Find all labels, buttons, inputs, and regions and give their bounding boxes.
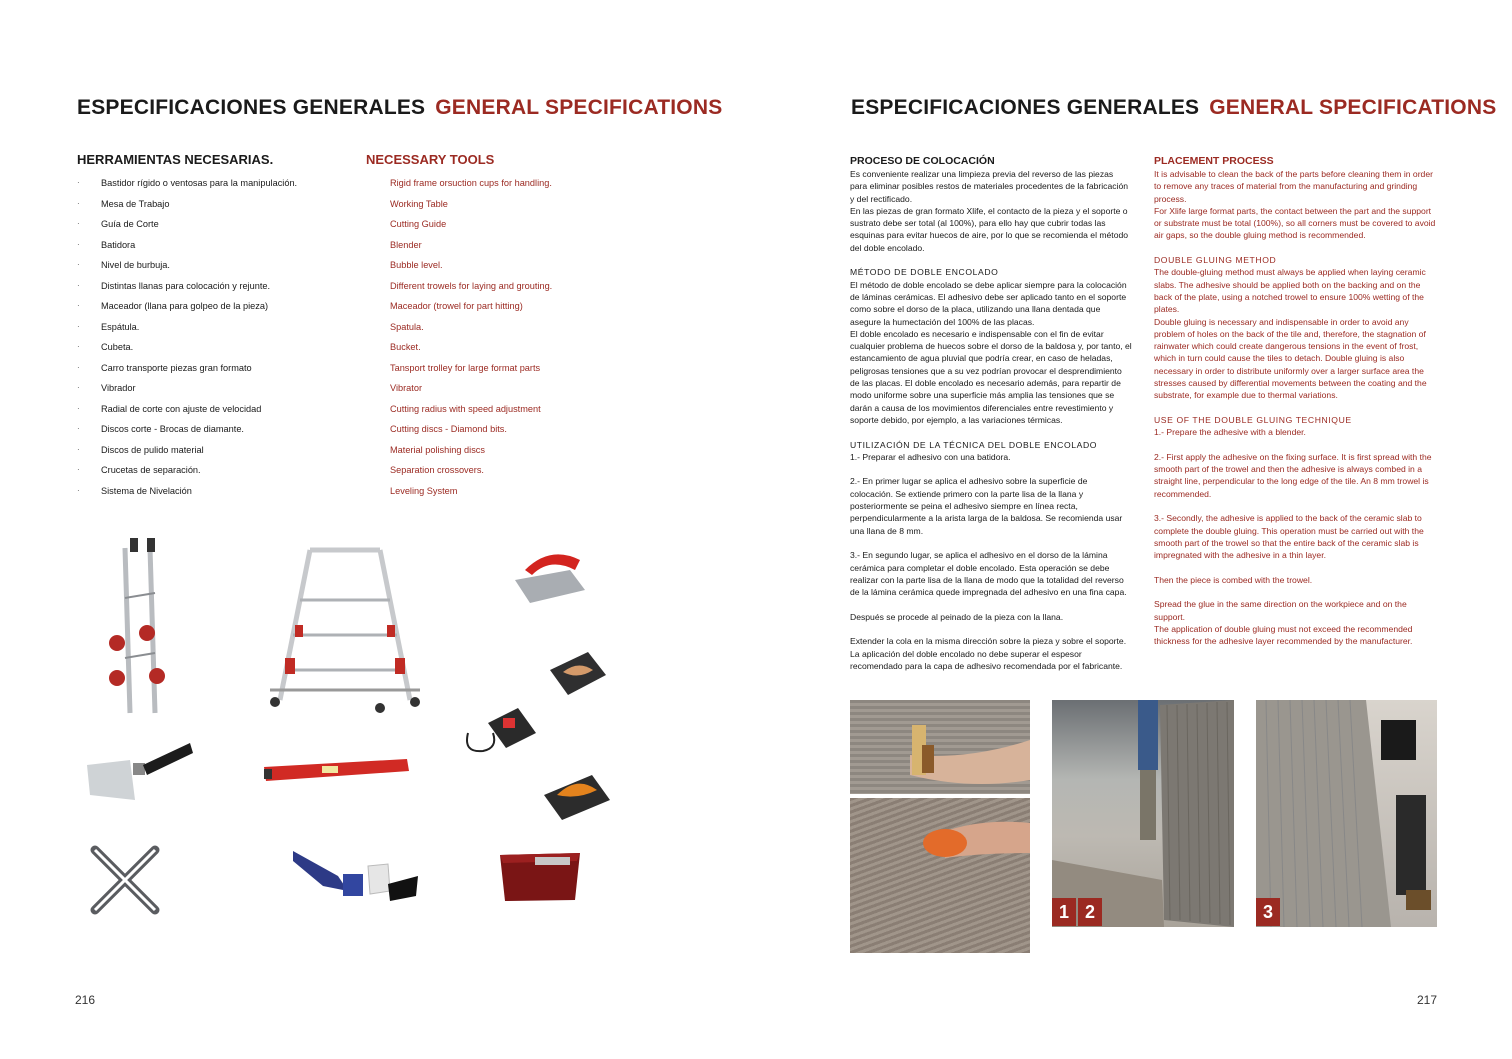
tool-es-item [77, 219, 357, 240]
tool-en-item-label: Rigid frame orsuction cups for handling. [390, 178, 552, 188]
float-trowel-image [548, 650, 608, 700]
tool-en-item-label: Working Table [390, 198, 448, 209]
use-then-es: Después se procede al peinado de la pieza con la llana. [850, 611, 1064, 622]
tool-es-item-label: Batidora [101, 239, 136, 250]
tool-en-item [366, 445, 626, 466]
tool-en-item-label: Separation crossovers. [390, 465, 484, 475]
tool-es-item [77, 240, 357, 261]
separation-crossovers-image [85, 840, 165, 920]
use-title-en: USE OF THE DOUBLE GLUING TECHNIQUE [1154, 414, 1352, 425]
tools-list-en [366, 178, 626, 506]
bullet-mark: · [77, 178, 80, 187]
tool-en-item-label: Spatula. [390, 321, 424, 332]
photo-large-slab [1052, 700, 1234, 927]
leveling-system-image [288, 846, 420, 904]
right-heading-es: ESPECIFICACIONES GENERALES [851, 96, 1200, 119]
use-step1-es: 1.- Preparar el adhesivo con una batidora. [850, 451, 1011, 462]
tool-en-item-label: Leveling System [390, 485, 458, 496]
tool-es-item [77, 383, 357, 404]
use-final-en-1: Spread the glue in the same direction on the workpiece and on the support. [1154, 599, 1407, 622]
column-es [850, 155, 1132, 672]
bullet-mark: · [77, 280, 80, 290]
tool-en-item [366, 240, 626, 261]
tool-en-item [366, 342, 626, 363]
bullet-mark: · [77, 198, 80, 208]
photo-floor-trowel [850, 798, 1030, 953]
tool-en-item-label: Blender [390, 239, 422, 250]
working-table-image [265, 540, 425, 715]
right-heading-en: GENERAL SPECIFICATIONS [1209, 96, 1497, 119]
tool-en-item-label: Different trowels for laying and grouting. [390, 280, 553, 291]
tool-es-item [77, 199, 357, 220]
tool-en-item-label: Maceador (trowel for part hitting) [390, 301, 523, 311]
tool-es-item [77, 178, 357, 199]
use-then-en: Then the piece is combed with the trowel. [1154, 574, 1313, 585]
use-step2-es: 2.- En primer lugar se aplica el adhesivo sobre la superficie de colocación. Se extiende primero con la parte lisa de la llana y posteriormente se peina el adhesivo siempre en línea recta, perpendicularmente a la arista larga de la baldosa. Se recomienda usar una llana de 8 mm. [850, 476, 1123, 536]
double-text-es-2: El doble encolado es necesario e indispensable con el fin de evitar cualquier problema de huecos sobre el dorso de la baldosa y, por tanto, el estancamiento de agua pluvial que podría crear, en caso de heladas, peligrosas tensiones que a su vez podrían provocar el desprendimiento de las placas. El doble encolado es necesario además, para repartir de modo uniforme sobre una superficie más amplia las tensiones que se darán a causa de los movimientos diferenciales entre revestimiento y soporte debido, por ejemplo, a las variaciones térmicas. [850, 328, 1132, 425]
tools-title-en: NECESSARY TOOLS [366, 152, 495, 167]
placement-title-en: PLACEMENT PROCESS [1154, 155, 1274, 167]
photo-label-3: 3 [1256, 898, 1280, 926]
notched-trowel-image [510, 545, 590, 605]
tool-en-item-label: Bubble level. [390, 260, 443, 270]
tool-en-item-label: Material polishing discs [390, 444, 485, 455]
left-page-number: 216 [75, 993, 96, 1007]
tool-en-item-label: Tansport trolley for large format parts [390, 362, 541, 373]
tool-en-item [366, 281, 626, 302]
left-heading [77, 96, 722, 120]
tool-en-item [366, 383, 626, 404]
double-text-es-1: El método de doble encolado se debe aplicar siempre para la colocación de láminas cerámicas. El adhesivo debe ser aplicado tanto en el soporte como sobre el dorso de la placa, utilizando una llana dentada que asegure la humectación del 100% de las placas. [850, 279, 1127, 327]
tool-es-item-label: Guía de Corte [101, 219, 159, 229]
tool-es-item [77, 342, 357, 363]
tool-es-item [77, 363, 357, 384]
bullet-mark: · [77, 485, 80, 495]
bullet-mark: · [77, 444, 80, 454]
tool-es-item-label: Discos corte - Brocas de diamante. [101, 424, 244, 434]
bullet-mark: · [77, 383, 80, 392]
tool-en-item-label: Bucket. [390, 342, 421, 352]
use-step2-en: 2.- First apply the adhesive on the fixing surface. It is first spread with the smooth part of the trowel and then the adhesive is always combed in a straight line, perpendicular to the long edge of the tile. An 8 mm trowel is recommended. [1154, 451, 1432, 499]
grout-float-image [542, 765, 612, 825]
photo-label-1: 1 [1052, 898, 1076, 926]
tool-es-item-label: Maceador (llana para golpeo de la pieza) [101, 301, 269, 311]
tool-en-item [366, 424, 626, 445]
tool-en-item-label: Cutting radius with speed adjustment [390, 403, 541, 414]
bullet-mark: · [77, 301, 80, 310]
tool-en-item [366, 465, 626, 486]
tool-es-item-label: Espátula. [101, 321, 140, 332]
use-final-en-2: The application of double gluing must not exceed the recommended thickness for the adhesive layer recommended by the manufacturer. [1154, 623, 1413, 647]
left-heading-en: GENERAL SPECIFICATIONS [435, 96, 723, 119]
use-step1-en: 1.- Prepare the adhesive with a blender. [1154, 427, 1306, 438]
tool-es-item [77, 322, 357, 343]
tool-es-item-label: Bastidor rígido o ventosas para la manipulación. [101, 178, 298, 188]
spatula-image [85, 735, 195, 805]
tool-es-item [77, 486, 357, 507]
bullet-mark: · [77, 342, 80, 351]
tool-es-item-label: Sistema de Nivelación [101, 485, 192, 496]
tools-title-es: HERRAMIENTAS NECESARIAS. [77, 152, 274, 167]
use-step3-en: 3.- Secondly, the adhesive is applied to the back of the ceramic slab to complete the double gluing. This operation must be carried out with the smooth part of the trowel so that the entire back of the ceramic slab is impregnated with the adhesive in a thin layer. [1154, 513, 1424, 561]
use-step3-es: 3.- En segundo lugar, se aplica el adhesivo en el dorso de la lámina cerámica para completar el doble encolado. Esta operación se debe realizar con la parte lisa de la llana de modo que la totalidad del reverso de la lámina cerámica quede impregnada del adhesivo en una fina capa. [850, 550, 1127, 598]
tool-es-item-label: Nivel de burbuja. [101, 260, 170, 270]
bubble-level-image [262, 757, 410, 785]
use-final-es: Extender la cola en la misma dirección sobre la pieza y sobre el soporte. La aplicación del doble encolado no debe superar el espesor recomendado para la capa de adhesivo recomendada por el fabricante. [850, 636, 1127, 671]
use-title-es: UTILIZACIÓN DE LA TÉCNICA DEL DOBLE ENCOLADO [850, 439, 1098, 450]
tool-es-item-label: Discos de pulido material [101, 444, 204, 455]
placement-text-en-2: For Xlife large format parts, the contact between the part and the support or substrate must be total (100%), so all corners must be covered to avoid air gaps, so the double gluing method is recommended. [1154, 205, 1436, 241]
bullet-mark: · [77, 219, 80, 228]
tool-en-item [366, 404, 626, 425]
vibrator-image [458, 703, 538, 758]
placement-text-es-2: En las piezas de gran formato Xlife, el contacto de la pieza y el soporte o sustrato debe ser total (al 100%), para ello hay que cubrir todas las esquinas para evitar huecos de aire, por lo que se recomienda el método del doble encolado. [850, 205, 1129, 253]
bullet-mark: · [77, 403, 80, 413]
right-page-number: 217 [1417, 993, 1438, 1007]
bullet-mark: · [77, 239, 80, 249]
photo-wall-trowel [850, 700, 1030, 794]
bullet-mark: · [77, 465, 80, 474]
tool-es-item-label: Cubeta. [101, 342, 134, 352]
bucket-image [495, 845, 585, 905]
tool-en-item [366, 486, 626, 507]
tool-en-item-label: Vibrator [390, 383, 423, 393]
tool-es-item [77, 301, 357, 322]
tool-en-item [366, 322, 626, 343]
right-heading [851, 96, 1496, 120]
double-text-en-2: Double gluing is necessary and indispensable in order to avoid any problem of holes on the back of the tile and, therefore, the stagnation of rainwater which could create dangerous tensions in the event of frost, which in turn could cause the tiles to detach. Double gluing is also necessary in order to distribute uniformly over a larger surface area the stresses caused by differential movements between the coating and the substrate, for example due to thermal variations. [1154, 316, 1427, 401]
tool-es-item-label: Radial de corte con ajuste de velocidad [101, 403, 262, 414]
bullet-mark: · [77, 424, 80, 433]
bullet-mark: · [77, 362, 80, 372]
tool-es-item [77, 281, 357, 302]
double-title-en: DOUBLE GLUING METHOD [1154, 255, 1277, 266]
tool-en-item [366, 219, 626, 240]
tool-es-item [77, 260, 357, 281]
tool-en-item [366, 301, 626, 322]
tool-es-item [77, 424, 357, 445]
tools-list-es [77, 178, 357, 506]
tool-es-item-label: Crucetas de separación. [101, 465, 201, 475]
photo-label-2: 2 [1078, 898, 1102, 926]
photo-slab-back [1256, 700, 1437, 927]
placement-text-es-1: Es conveniente realizar una limpieza previa del reverso de las piezas para eliminar posibles restos de materiales procedentes de la fabricación y del rectificado. [850, 169, 1129, 204]
tool-es-item [77, 445, 357, 466]
bullet-mark: · [77, 321, 80, 331]
tool-es-item [77, 404, 357, 425]
bullet-mark: · [77, 260, 80, 269]
tool-en-item [366, 199, 626, 220]
left-heading-es: ESPECIFICACIONES GENERALES [77, 96, 426, 119]
suction-frame-image [95, 538, 195, 718]
tool-en-item-label: Cutting discs - Diamond bits. [390, 424, 507, 434]
tool-es-item-label: Carro transporte piezas gran formato [101, 362, 252, 373]
tool-en-item-label: Cutting Guide [390, 219, 447, 229]
tool-es-item [77, 465, 357, 486]
tool-en-item [366, 363, 626, 384]
double-title-es: MÉTODO DE DOBLE ENCOLADO [850, 267, 999, 278]
double-text-en-1: The double-gluing method must always be applied when laying ceramic slabs. The adhesive should be applied both on the backing and on the back of the plate, using a notched trowel to ensure 100% wetting of the plates. [1154, 267, 1426, 315]
tool-es-item-label: Mesa de Trabajo [101, 198, 170, 209]
tool-en-item [366, 260, 626, 281]
column-en [1154, 155, 1438, 648]
tool-es-item-label: Distintas llanas para colocación y rejunte. [101, 280, 271, 291]
tool-es-item-label: Vibrador [101, 383, 136, 393]
tool-en-item [366, 178, 626, 199]
placement-title-es: PROCESO DE COLOCACIÓN [850, 155, 995, 167]
placement-text-en-1: It is advisable to clean the back of the parts before cleaning them in order to remove any traces of material from the manufacturing and grinding process. [1154, 169, 1433, 204]
